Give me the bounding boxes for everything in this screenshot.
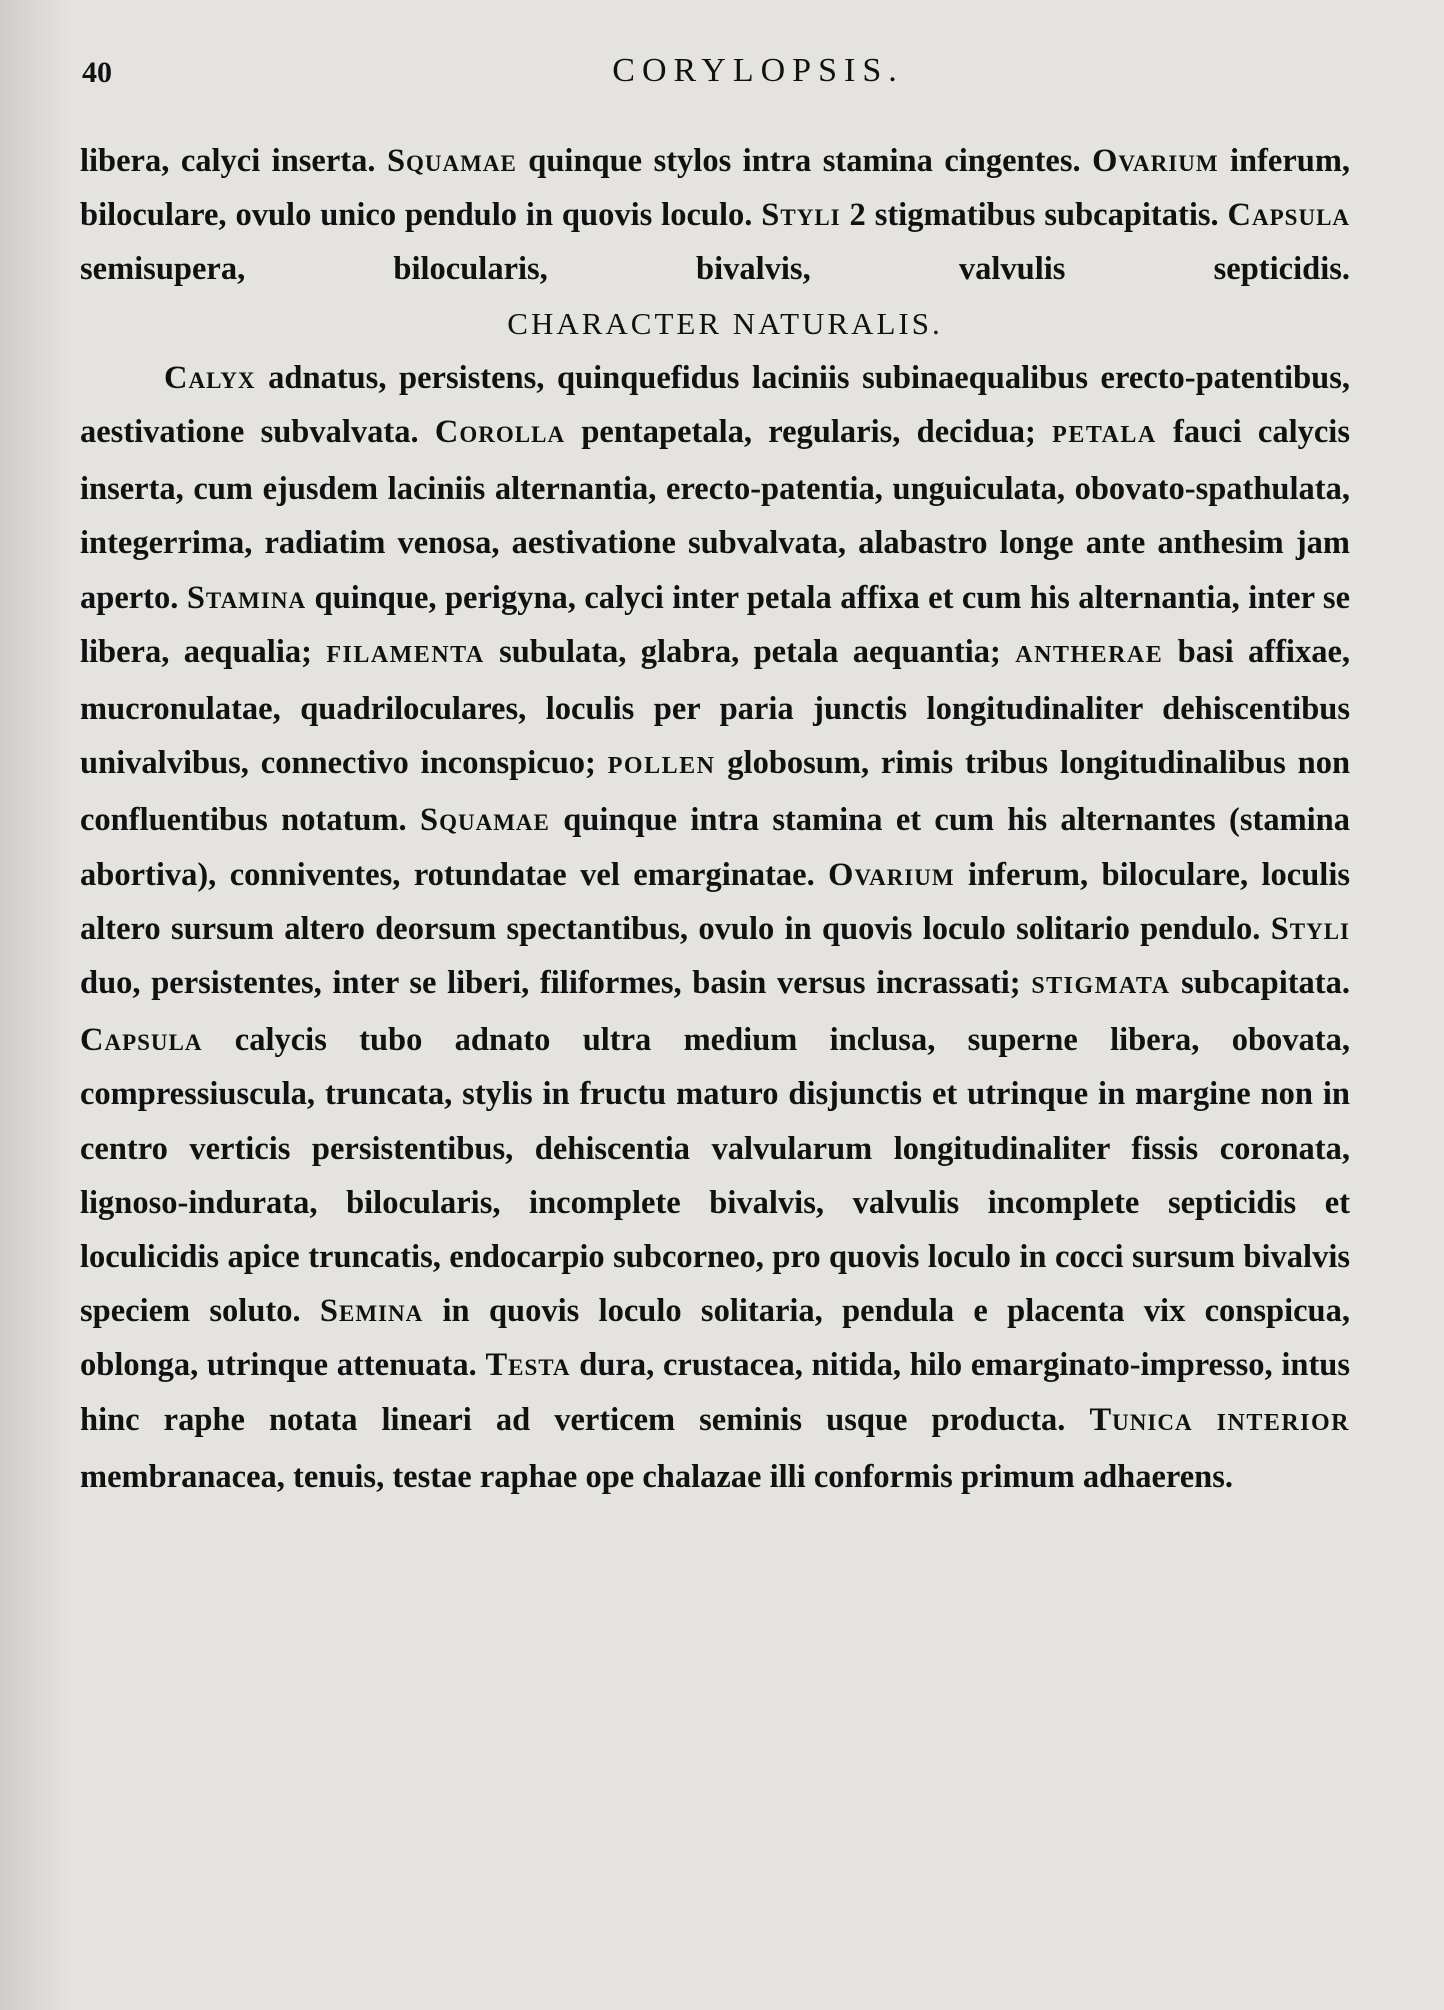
keyword-styli: Styli — [761, 197, 841, 234]
page-number: 40 — [82, 56, 112, 89]
paragraph-generic-character — [80, 134, 1350, 297]
keyword-stamina: Stamina — [186, 579, 307, 616]
keyword-antherae: ANTHERAE — [1015, 641, 1164, 668]
keyword-semina: Semina — [319, 1293, 424, 1330]
keyword-corolla: Corolla — [434, 414, 566, 451]
text-run: quinque, perigyna, calyci inter petala affixa et cum his alternantia, inter se libera, aequalia; — [80, 579, 1350, 670]
keyword-calyx: Calyx — [164, 359, 256, 396]
text-run: pentapetala, regularis, decidua; — [581, 414, 1036, 451]
keyword-ovarium: Ovarium — [1092, 143, 1219, 179]
keyword-stigmata: STIGMATA — [1031, 973, 1171, 1000]
keyword-squamae: Squamae — [386, 143, 517, 179]
text-run: adnatus, persistens, quinquefidus laciniis subinaequalibus erecto-patentibus, aestivatione subvalvata. — [80, 359, 1350, 451]
keyword-petala: PETALA — [1052, 422, 1157, 449]
text-run: membranacea, tenuis, testae raphae ope chalazae illi conformis primum adhaerens. — [80, 1458, 1234, 1495]
keyword-filamenta: FILAMENTA — [326, 641, 485, 668]
text-run: 2 stigmatibus subcapitatis. — [849, 197, 1219, 234]
text-run: subcapitata. — [1181, 965, 1350, 1002]
text-run: basi affixae, mucronulatae, quadriloculares, loculis per paria junctis longitudinaliter dehiscentibus univalvibus, connectivo inconspicuo; — [80, 633, 1351, 782]
text-run: quinque stylos intra stamina cingentes. — [528, 143, 1081, 179]
text-run: in quovis loculo solitaria, pendula e placenta vix conspicua, oblonga, utrinque attenuata. — [80, 1293, 1351, 1384]
text-run: subulata, glabra, petala aequantia; — [499, 633, 1001, 670]
text-run: fauci calycis inserta, cum ejusdem laciniis alternantia, erecto-patentia, unguiculata, obovato-spathulata, integerrima, radiatim venosa, aestivatione subvalvata, alabastro longe ante anthesim jam aperto. — [80, 414, 1350, 616]
text-run: duo, persistentes, inter se liberi, filiformes, basin versus incrassati; — [80, 965, 1021, 1002]
keyword-squamae: Squamae — [420, 802, 550, 839]
section-heading: CHARACTER NATURALIS. — [507, 305, 943, 341]
page-header — [82, 52, 1364, 102]
text-run: inferum, biloculare, ovulo unico pendulo in quovis loculo. — [80, 143, 1351, 234]
keyword-interior: INTERIOR — [1216, 1409, 1350, 1436]
text-run: semisupera, bilocularis, bivalvis, valvulis septicidis. — [80, 251, 1350, 288]
keyword-ovarium: Ovarium — [828, 856, 955, 893]
text-run: inferum, biloculare, loculis altero sursum altero deorsum spectantibus, ovulo in quovis loculo solitario pendulo. — [80, 856, 1351, 947]
paragraph-natural-character — [80, 351, 1350, 1504]
running-title: CORYLOPSIS. — [612, 52, 904, 89]
keyword-tunica: Tunica — [1089, 1401, 1193, 1438]
keyword-pollen: POLLEN — [607, 753, 716, 780]
text-run: dura, crustacea, nitida, hilo emarginato-impresso, intus hinc raphe notata lineari ad verticem seminis usque producta. — [80, 1347, 1351, 1438]
text-run: libera, calyci inserta. — [80, 143, 376, 179]
body-text — [80, 134, 1350, 1504]
text-run: globosum, rimis tribus longitudinalibus non confluentibus notatum. — [80, 745, 1351, 839]
keyword-styli: Styli — [1270, 910, 1351, 947]
text-run: quinque intra stamina et cum his alternantes (stamina abortiva), conniventes, rotundatae vel emarginatae. — [80, 802, 1350, 893]
keyword-capsula: Capsula — [1227, 197, 1351, 234]
text-run: calycis tubo adnato ultra medium inclusa, superne libera, obovata, compressiuscula, truncata, stylis in fructu maturo disjunctis et utrinque in margine non in centro verticis persistentibus, dehiscentia valvularum longitudinaliter fissis coronata, lignoso-indurata, bilocularis, incomplete bivalvis, valvulis incomplete septicidis et loculicidis apice truncatis, endocarpio subcorneo, pro quovis loculo in cocci sursum bivalvis speciem soluto. — [80, 1022, 1351, 1330]
keyword-testa: Testa — [485, 1347, 571, 1384]
keyword-capsula: Capsula — [80, 1022, 203, 1059]
